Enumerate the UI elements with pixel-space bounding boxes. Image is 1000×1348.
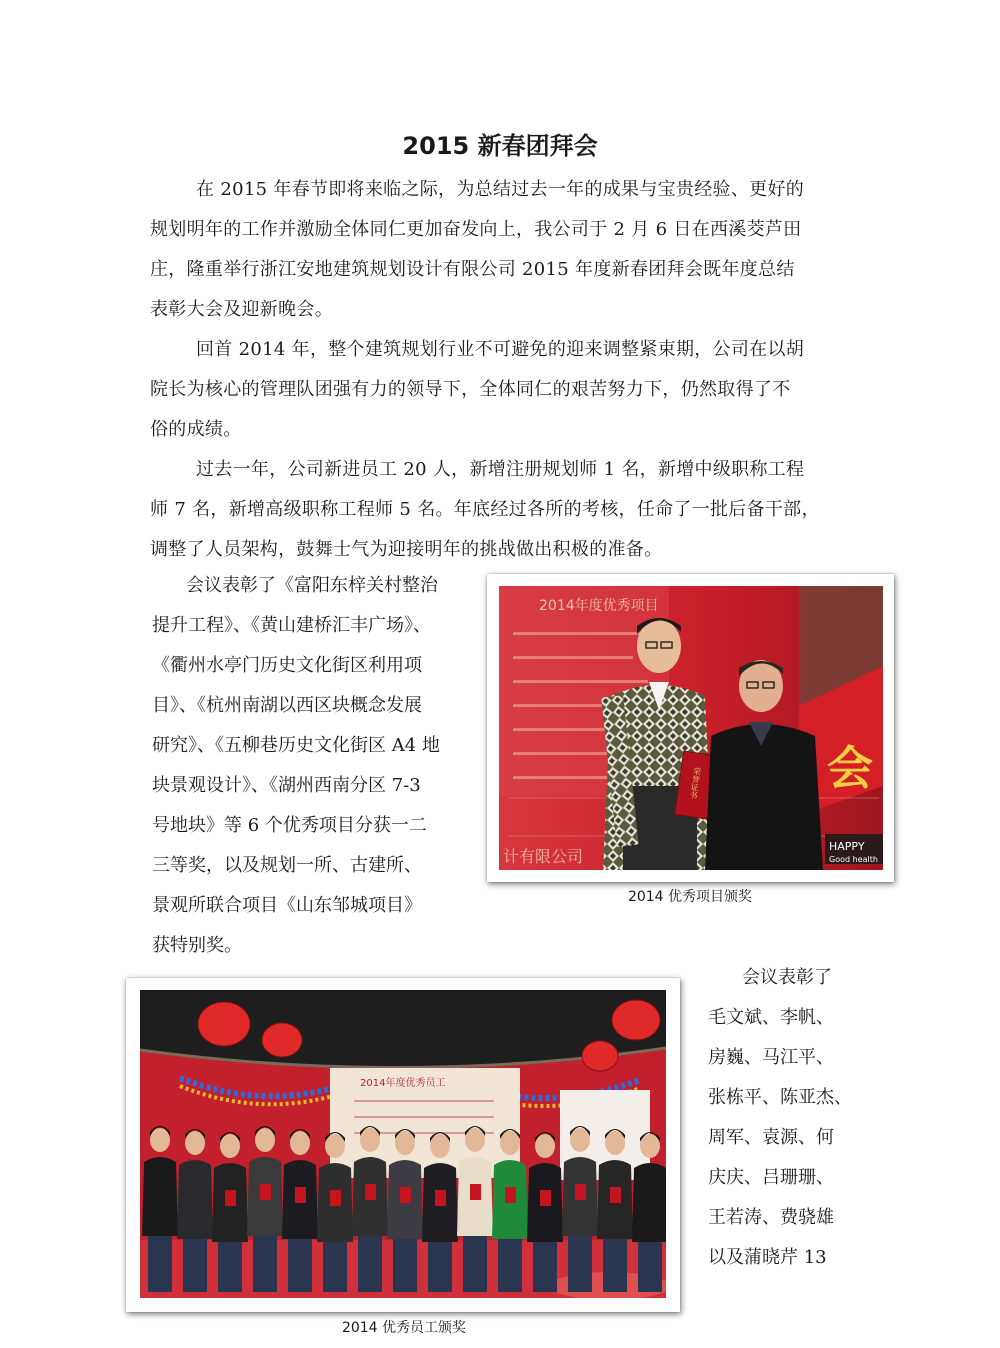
text-line: 表彰大会及迎新晚会。 xyxy=(150,299,333,320)
employee-award-caption: 2014 优秀员工颁奖 xyxy=(341,1320,467,1336)
intro-paragraph xyxy=(150,170,804,330)
text-line: 张栋平、陈亚杰、 xyxy=(708,1087,852,1108)
text-line: 师 7 名，新增高级职称工程师 5 名。年底经过各所的考核，任命了一批后备干部， xyxy=(150,499,820,520)
projects-paragraph xyxy=(152,566,440,966)
page-title: 2015 新春团拜会 xyxy=(402,132,598,160)
banner-char: 会 xyxy=(827,741,873,795)
staff-paragraph xyxy=(150,450,820,570)
employee-figure xyxy=(422,1132,458,1292)
employee-figure xyxy=(457,1126,493,1292)
text-line: 庆庆、吕珊珊、 xyxy=(708,1167,834,1188)
text-line: 回首 2014 年，整个建筑规划行业不可避免的迎来调整紧束期，公司在以胡 xyxy=(196,339,805,360)
employee-row xyxy=(140,990,666,1298)
text-line: 过去一年，公司新进员工 20 人，新增注册规划师 1 名，新增中级职称工程 xyxy=(196,459,805,480)
employee-figure xyxy=(597,1129,633,1292)
employee-figure xyxy=(282,1129,318,1292)
employee-figure xyxy=(177,1129,213,1292)
certificate-icon xyxy=(365,1184,376,1200)
text-line: 王若涛、费骁雄 xyxy=(708,1207,834,1228)
text-line: 调整了人员架构，鼓舞士气为迎接明年的挑战做出积极的准备。 xyxy=(150,539,663,560)
text-line: 提升工程》、《黄山建桥汇丰广场》、 xyxy=(152,615,431,636)
text-line: 《衢州水亭门历史文化街区利用项 xyxy=(152,655,422,676)
employee-figure xyxy=(387,1129,423,1292)
employee-figure xyxy=(142,1126,178,1292)
backdrop-heading: 2014年度优秀项目 xyxy=(539,598,659,614)
certificate-icon xyxy=(330,1190,341,1206)
text-line: 目》、《杭州南湖以西区块概念发展 xyxy=(152,695,422,716)
banner-english: HAPPY xyxy=(829,840,865,853)
text-line: 在 2015 年春节即将来临之际，为总结过去一年的成果与宝贵经验、更好的 xyxy=(196,179,805,200)
employee-figure xyxy=(247,1126,283,1292)
banner-english-small: Good health xyxy=(829,855,878,864)
project-award-scene xyxy=(499,586,883,870)
employee-figure xyxy=(527,1132,563,1292)
certificate-text: 荣誉证书 xyxy=(688,766,703,800)
certificate-icon xyxy=(225,1190,236,1206)
text-line: 三等奖，以及规划一所、古建所、 xyxy=(152,855,422,876)
text-line: 获特别奖。 xyxy=(152,935,242,956)
certificate-icon xyxy=(470,1184,481,1200)
certificate-icon xyxy=(295,1187,306,1203)
text-line: 庄，隆重举行浙江安地建筑规划设计有限公司 2015 年度新春团拜会既年度总结 xyxy=(150,259,795,280)
certificate-icon xyxy=(575,1184,586,1200)
certificate-icon xyxy=(435,1190,446,1206)
text-line: 块景观设计》、《湖州西南分区 7-3 xyxy=(152,775,421,796)
employee-figure xyxy=(317,1132,353,1292)
text-line: 院长为核心的管理队团强有力的领导下，全体同仁的艰苦努力下，仍然取得了不 xyxy=(150,379,791,400)
employee-figure xyxy=(632,1132,666,1292)
backdrop-footer: 计有限公司 xyxy=(503,847,584,866)
employees-paragraph xyxy=(708,958,852,1278)
employee-figure xyxy=(562,1126,598,1292)
text-line: 会议表彰了《富阳东梓关村整治 xyxy=(186,575,438,596)
employee-award-photo xyxy=(126,978,680,1312)
text-line: 俗的成绩。 xyxy=(150,419,242,440)
text-line: 房巍、马江平、 xyxy=(708,1047,834,1068)
certificate-icon xyxy=(505,1187,516,1203)
text-line: 周军、袁源、何 xyxy=(708,1127,834,1148)
project-award-photo xyxy=(487,574,894,882)
text-line: 会议表彰了 xyxy=(742,967,832,988)
screen-heading: 2014年度优秀员工 xyxy=(360,1078,446,1089)
certificate-icon xyxy=(610,1187,621,1203)
project-award-caption: 2014 优秀项目颁奖 xyxy=(627,889,753,905)
certificate-icon xyxy=(260,1184,271,1200)
text-line: 研究》、《五柳巷历史文化街区 A4 地 xyxy=(152,735,440,756)
certificate-icon xyxy=(540,1190,551,1206)
review-paragraph xyxy=(150,330,804,450)
text-line: 规划明年的工作并激励全体同仁更加奋发向上，我公司于 2 月 6 日在西溪茭芦田 xyxy=(150,219,802,240)
text-line: 景观所联合项目《山东邹城项目》 xyxy=(152,895,422,916)
certificate-icon xyxy=(400,1187,411,1203)
employee-figure xyxy=(212,1132,248,1292)
employee-figure xyxy=(492,1129,528,1292)
text-line: 毛文斌、李帆、 xyxy=(708,1007,834,1028)
employee-figure xyxy=(352,1126,388,1292)
text-line: 以及蒲晓芹 13 xyxy=(708,1247,827,1268)
text-line: 号地块》等 6 个优秀项目分获一二 xyxy=(152,815,427,836)
